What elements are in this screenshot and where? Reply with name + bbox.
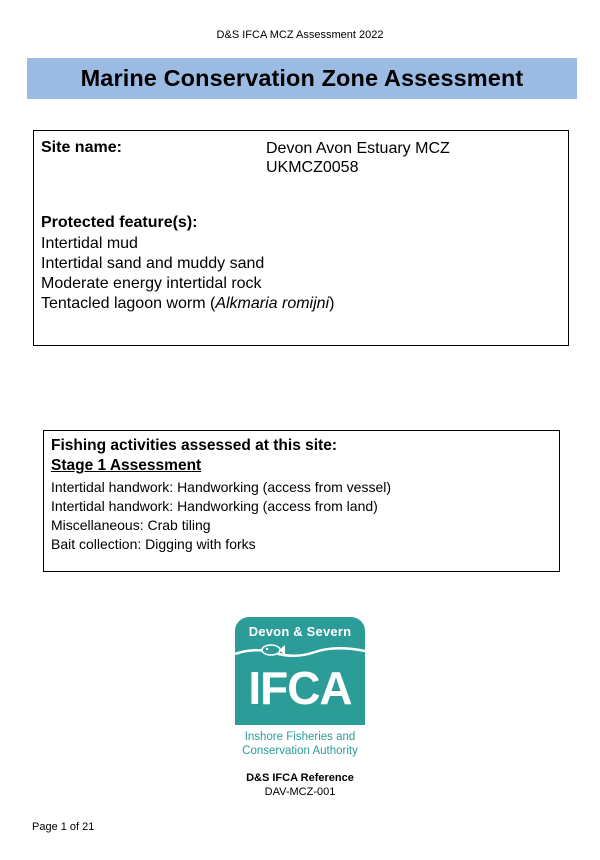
logo-subtitle-line1: Inshore Fisheries and (244, 731, 356, 743)
logo-subtitle-line2: Conservation Authority (242, 745, 358, 757)
protected-features-label: Protected feature(s): (41, 214, 198, 231)
feature-item: Intertidal sand and muddy sand (41, 255, 265, 272)
activity-list (51, 478, 391, 554)
activity-item: Bait collection: Digging with forks (51, 536, 256, 552)
logo-badge (235, 617, 365, 725)
page-number: Page 1 of 21 (32, 821, 95, 833)
logo-subtitle (235, 730, 365, 758)
fishing-activities-box (43, 430, 560, 572)
species-latin-name: Alkmaria romijni (215, 295, 330, 312)
reference-label: D&S IFCA Reference (246, 772, 354, 784)
site-name: Devon Avon Estuary MCZ (266, 140, 450, 157)
logo-top-text: Devon & Severn (248, 624, 352, 639)
site-code: UKMCZ0058 (266, 159, 359, 176)
activity-item: Miscellaneous: Crab tiling (51, 517, 211, 533)
site-name-label: Site name: (41, 139, 122, 156)
feature-item: Moderate energy intertidal rock (41, 275, 262, 292)
reference-value: DAV-MCZ-001 (264, 786, 336, 798)
site-info-box (33, 130, 569, 346)
wave-icon (235, 644, 365, 664)
site-name-value (266, 139, 450, 177)
stage-heading: Stage 1 Assessment (51, 457, 202, 474)
fish-icon (261, 643, 285, 657)
feature-item-species (41, 294, 334, 314)
feature-item: Intertidal mud (41, 235, 138, 252)
ifca-logo (235, 617, 365, 758)
species-common-name: Tentacled lagoon worm ( (41, 295, 216, 312)
activity-item: Intertidal handwork: Handworking (access from land) (51, 498, 378, 514)
activity-item: Intertidal handwork: Handworking (access from vessel) (51, 479, 392, 495)
page-title: Marine Conservation Zone Assessment (80, 65, 524, 91)
protected-features-list (41, 234, 334, 314)
fishing-activities-title: Fishing activities assessed at this site: (51, 437, 338, 454)
species-close-paren: ) (329, 295, 335, 312)
running-header: D&S IFCA MCZ Assessment 2022 (216, 29, 384, 41)
title-banner (27, 58, 577, 99)
logo-main-text: IFCA (248, 662, 352, 714)
